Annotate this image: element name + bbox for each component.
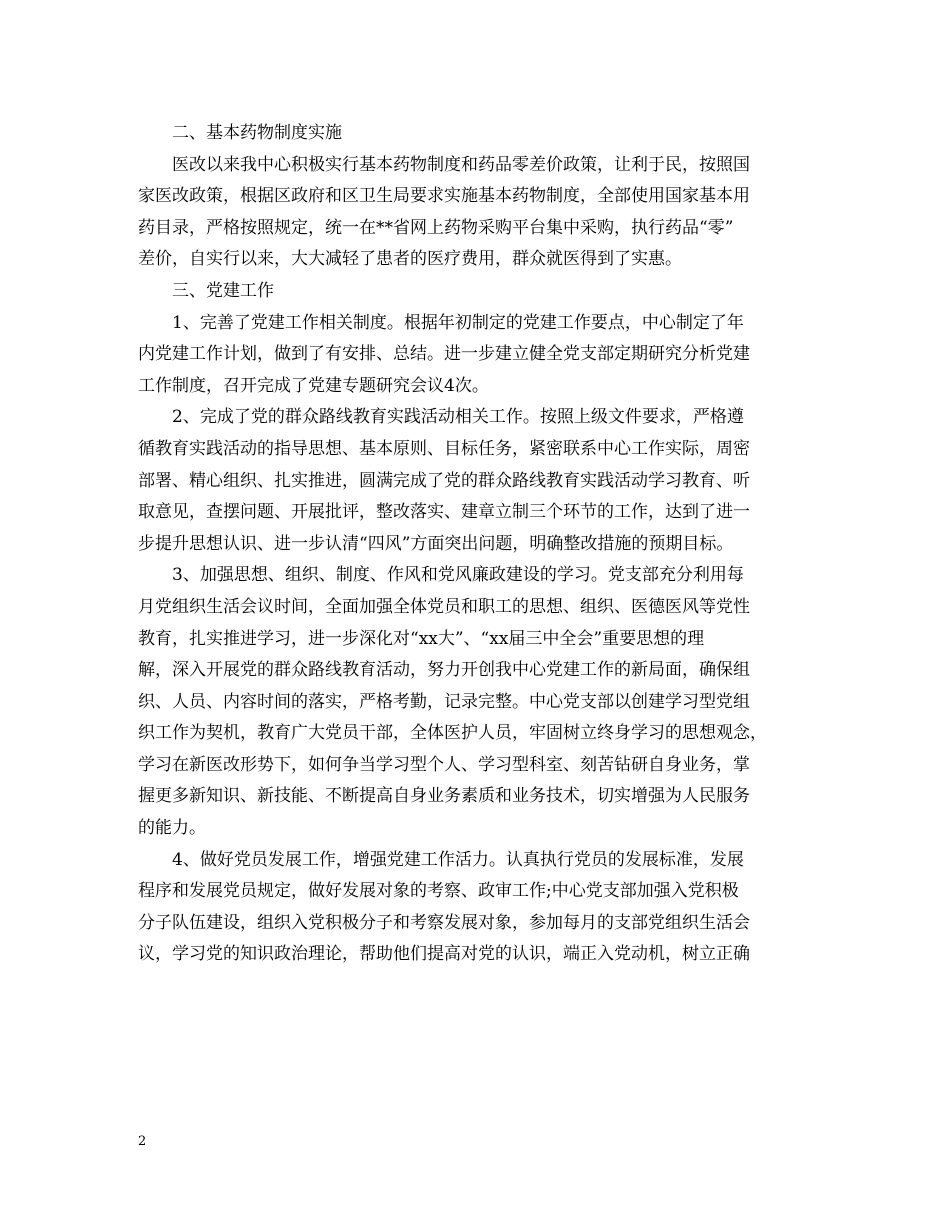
- document-body: [138, 118, 818, 971]
- text-line: 步提升思想认识、进一步认清“四风”方面突出问题，明确整改措施的预期目标。: [138, 533, 734, 554]
- text-line: 织、人员、内容时间的落实，严格考勤，记录完整。中心党支部以创建学习型党组: [138, 691, 750, 712]
- text-line: 解，深入开展党的群众路线教育活动，努力开创我中心党建工作的新局面，确保组: [138, 660, 750, 681]
- text-line: 教育，扎实推进学习，进一步深化对“xx大”、“xx届三中全会”重要思想的理: [138, 628, 705, 649]
- text-line: 工作制度，召开完成了党建专题研究会议4次。: [138, 375, 489, 396]
- text-line: 药目录，严格按照规定，统一在**省网上药物采购平台集中采购，执行药品“零”: [138, 217, 734, 238]
- text-line: 程序和发展党员规定，做好发展对象的考察、政审工作;中心党支部加强入党积极: [138, 881, 739, 902]
- text-line: 的能力。: [138, 818, 206, 839]
- text-line: 3、加强思想、组织、制度、作风和党风廉政建设的学习。党支部充分利用每: [172, 565, 744, 586]
- text-line: 1、完善了党建工作相关制度。根据年初制定的党建工作要点，中心制定了年: [172, 312, 744, 333]
- text-line: 内党建工作计划，做到了有安排、总结。进一步建立健全党支部定期研究分析党建: [138, 344, 750, 365]
- text-line: 三、党建工作: [172, 280, 274, 301]
- text-line: 学习在新医改形势下，如何争当学习型个人、学习型科室、刻苦钻研自身业务，掌: [138, 754, 750, 775]
- text-line: 二、基本药物制度实施: [172, 123, 342, 143]
- text-line: 分子队伍建设，组织入党积极分子和考察发展对象，参加每月的支部党组织生活会: [138, 912, 750, 933]
- text-line: 2、完成了党的群众路线教育实践活动相关工作。按照上级文件要求，严格遵: [172, 407, 744, 428]
- text-line: 4、做好党员发展工作，增强党建工作活力。认真执行党员的发展标准，发展: [172, 849, 744, 870]
- text-line: 差价，自实行以来，大大减轻了患者的医疗费用，群众就医得到了实惠。: [138, 249, 682, 270]
- text-line: 取意见，查摆问题、开展批评，整改落实、建章立制三个环节的工作，达到了进一: [138, 502, 750, 523]
- text-line: 议，学习党的知识政治理论，帮助他们提高对党的认识，端正入党动机，树立正确: [138, 944, 750, 965]
- text-line: 织工作为契机，教育广大党员干部，全体医护人员，牢固树立终身学习的思想观念，: [138, 723, 767, 744]
- text-line: 医改以来我中心积极实行基本药物制度和药品零差价政策，让利于民，按照国: [172, 154, 750, 175]
- text-line: 循教育实践活动的指导思想、基本原则、目标任务，紧密联系中心工作实际，周密: [138, 438, 750, 459]
- text-line: 部署、精心组织、扎实推进，圆满完成了党的群众路线教育实践活动学习教育、听: [138, 470, 750, 491]
- text-line: 家医改政策，根据区政府和区卫生局要求实施基本药物制度，全部使用国家基本用: [138, 186, 750, 207]
- page-number: 2: [138, 1134, 147, 1149]
- text-line: 握更多新知识、新技能、不断提高自身业务素质和业务技术，切实增强为人民服务: [138, 786, 750, 807]
- text-line: 月党组织生活会议时间，全面加强全体党员和职工的思想、组织、医德医风等党性: [138, 596, 750, 617]
